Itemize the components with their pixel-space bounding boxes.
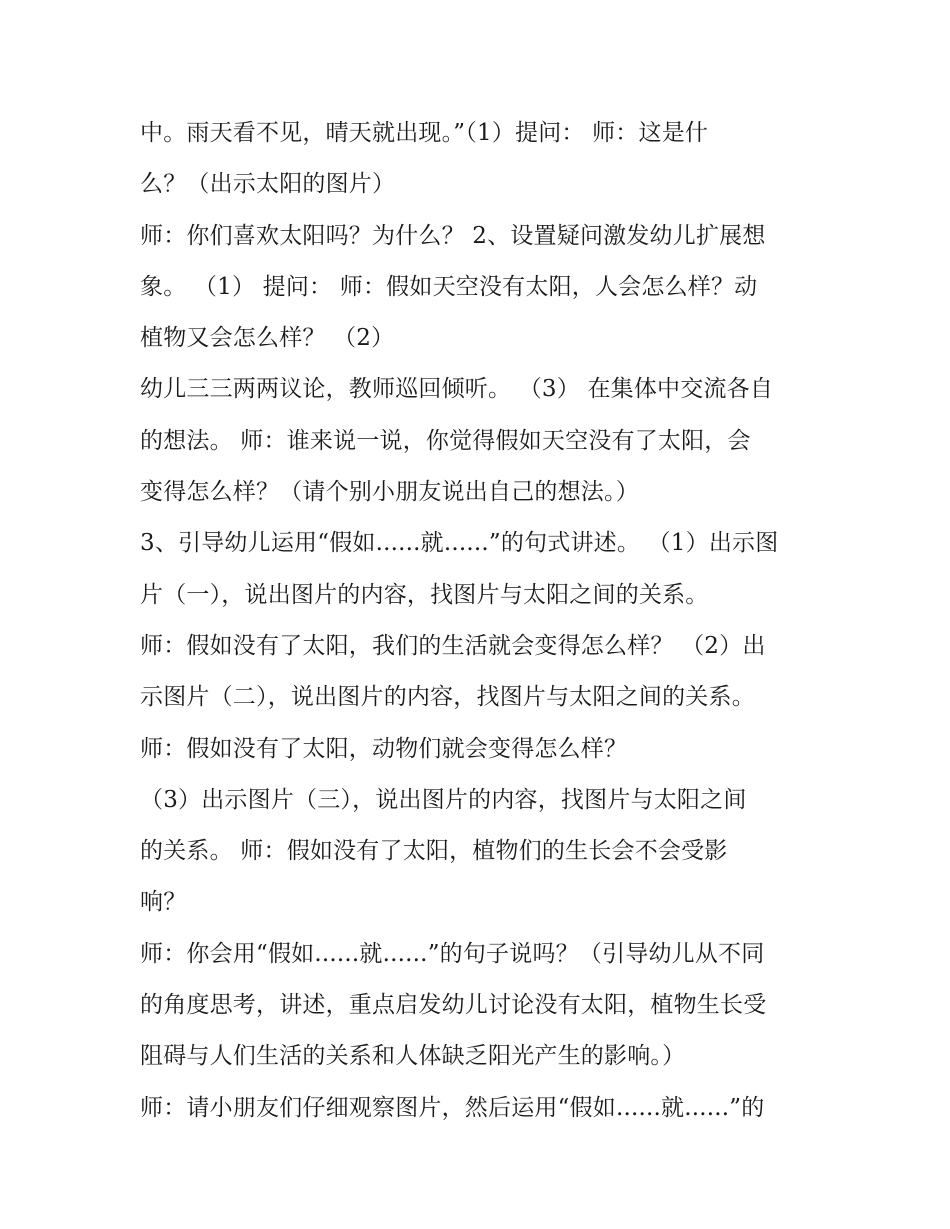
text-line: 片（一），说出图片的内容，找图片与太阳之间的关系。 [140,581,709,608]
text-line: （3）出示图片（三），说出图片的内容，找图片与太阳之间 [140,786,747,813]
text-line: 植物又会怎么样？ （2） [140,325,395,352]
text-line: 阻碍与人们生活的关系和人体缺乏阳光产生的影响。） [140,1043,686,1070]
text-line: 幼儿三三两两议论，教师巡回倾听。 （3） 在集体中交流各自 [140,376,774,403]
text-line: 么？（出示太阳的图片） [140,171,396,198]
body-text [140,108,830,1134]
text-line: 3、引导幼儿运用“假如......就......”的句式讲述。 （1）出示图 [140,530,779,557]
text-line: 师：请小朋友们仔细观察图片，然后运用“假如......就......”的 [140,1094,765,1121]
text-line: 变得怎么样？（请个别小朋友说出自己的想法。） [140,479,639,506]
text-line: 响？ [140,889,187,916]
text-line: 的关系。 师：假如没有了太阳，植物们的生长会不会受影 [140,838,728,865]
text-line: 师：你会用“假如......就......”的句子说吗？（引导幼儿从不同 [140,940,765,967]
text-line: 师：假如没有了太阳，我们的生活就会变得怎么样？ （2）出 [140,632,766,659]
text-line: 中。雨天看不见，晴天就出现。”（1）提问： 师：这是什 [140,120,709,146]
text-line: 的想法。 师：谁来说一说，你觉得假如天空没有了太阳，会 [140,427,751,454]
text-line: 师：假如没有了太阳，动物们就会变得怎么样？ [140,735,628,762]
text-line: 象。 （1） 提问： 师：假如天空没有太阳，人会怎么样？动 [140,273,758,300]
text-line: 示图片（二），说出图片的内容，找图片与太阳之间的关系。 [140,684,755,711]
text-line: 师：你们喜欢太阳吗？为什么？ 2、设置疑问激发幼儿扩展想 [140,222,766,249]
text-line: 的角度思考，讲述，重点启发幼儿讨论没有太阳，植物生长受 [140,992,767,1019]
